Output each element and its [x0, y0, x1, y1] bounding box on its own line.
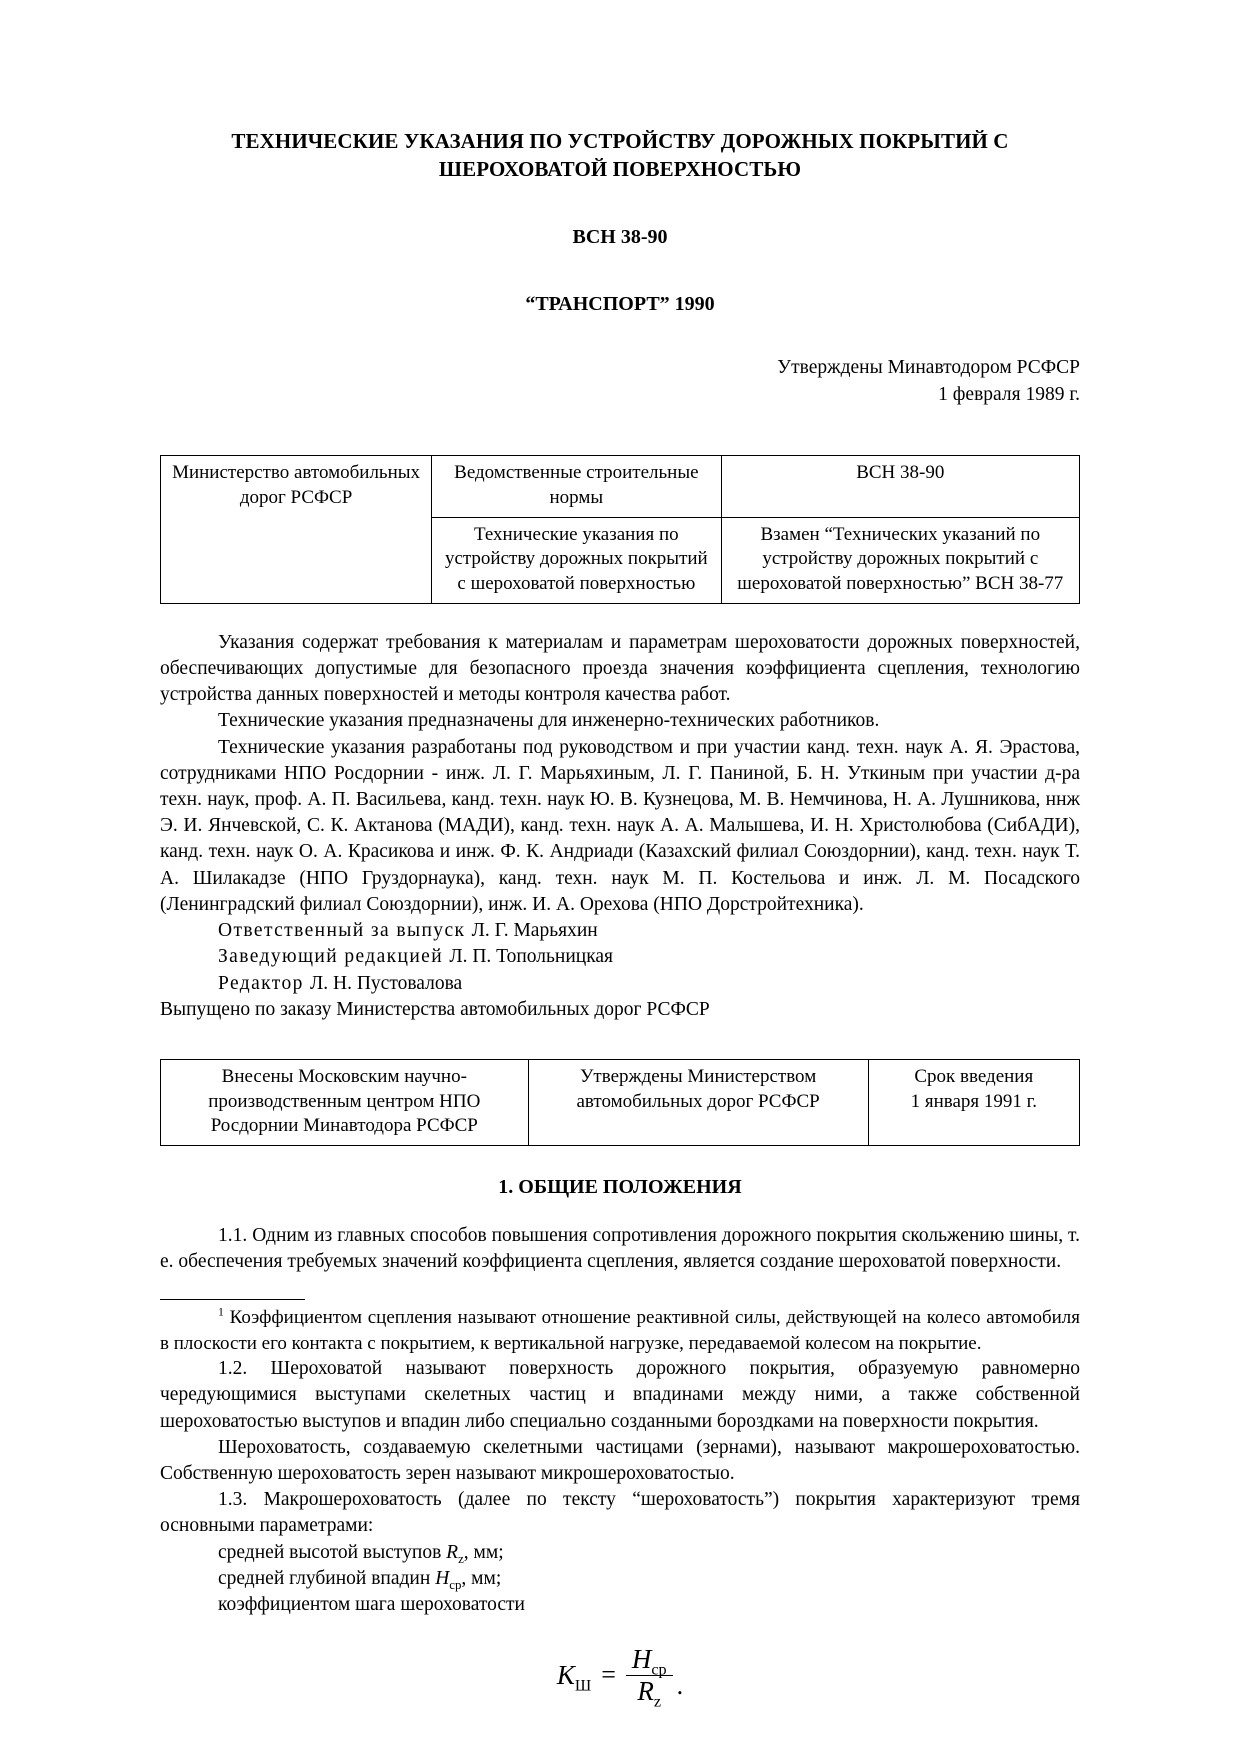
- editor-chief-label: Заведующий редакцией: [218, 946, 444, 968]
- footnote-1: [160, 1305, 1080, 1356]
- intro-paragraph-3: Технические указания разработаны под руководством и при участии канд. техн. наук А. Я. Эрастова, сотрудниками НПО Росдорнии - инж. Л. Г. Марьяхиным, Л. Г. Паниной, Б. Н. Уткиным при участии д-ра техн. наук, проф. А. П. Васильева, канд. техн. наук Ю. В. Кузнецова, М. В. Немчинова, Н. А. Лушникова, ннж Э. И. Янчевской, С. К. Актанова (МАДИ), канд. техн. наук А. А. Малышева, И. Н. Христолюбова (СибАДИ), канд. техн. наук О. А. Красикова и инж. Ф. К. Андриади (Казахский филиал Союздорнии), канд. техн. наук Т. А. Шилакадзе (НПО Груздорнаука), канд. техн. наук М. П. Костельова и инж. Л. М. Посадского (Ленинградский филиал Союздорнии), инж. И. А. Орехова (НПО Дорстройтехника).: [160, 736, 1080, 915]
- formula-fraction: [626, 1644, 673, 1710]
- parameter-2-symbol: H: [435, 1567, 450, 1589]
- formula-denominator-subscript: z: [653, 1691, 662, 1710]
- responsible-label: Ответственный за выпуск: [218, 920, 466, 942]
- effective-label: Срок введения: [914, 1065, 1034, 1087]
- cell-approved-by: Утверждены Министерством автомобильных дорог РСФСР: [528, 1059, 868, 1145]
- cell-effective: [868, 1059, 1079, 1145]
- approval-block: [160, 355, 1080, 409]
- formula-equals: =: [601, 1659, 616, 1689]
- header-table: [160, 455, 1080, 603]
- responsible-line: [160, 918, 1080, 944]
- parameter-1-symbol: R: [446, 1541, 459, 1563]
- effective-date: 1 января 1991 г.: [910, 1090, 1038, 1112]
- paragraph-1-2b: Шероховатость, создаваемую скелетными частицами (зернами), называют макрошероховатостью. Собственную шероховатость зерен называют микрошероховатостыо.: [160, 1436, 1080, 1485]
- formula-denominator-symbol: R: [637, 1675, 654, 1706]
- parameter-item-3: коэффициентом шага шероховатости: [218, 1594, 525, 1616]
- section-heading-1: 1. ОБЩИЕ ПОЛОЖЕНИЯ: [498, 1176, 742, 1199]
- formula-trailing-period: .: [676, 1671, 684, 1700]
- editor-label: Редактор: [218, 972, 304, 994]
- parameter-1-text: средней высотой выступов: [218, 1541, 447, 1563]
- cell-replaces: Взамен “Технических указаний по устройству дорожных покрытий с шероховатой поверхностью” ВСН 38-77: [721, 517, 1079, 603]
- formula-lhs: [557, 1657, 591, 1693]
- cell-submitted-by: Внесены Московским научно-производственным центром НПО Росдорнии Минавтодора РСФСР: [161, 1059, 529, 1145]
- paragraph-1-1: 1.1. Одним из главных способов повышения сопротивления дорожного покрытия скольжению шины, т. е. обеспечения требуемых значений коэффициента сцепления, является создание шероховатой поверхности.: [160, 1224, 1080, 1273]
- intro-paragraph-2: Технические указания предназначены для инженерно-технических работников.: [218, 710, 880, 732]
- approval-table-wrapper: [160, 1059, 1080, 1146]
- parameter-1-subscript: z: [458, 1551, 464, 1566]
- cell-code: ВСН 38-90: [721, 456, 1079, 517]
- approval-table: [160, 1059, 1080, 1146]
- paragraph-1-2: 1.2. Шероховатой называют поверхность дорожного покрытия, образуемую равномерно чередующимися выступами скелетных частиц и впадинами между ними, а также собственной шероховатостью выступов и впадин либо специально созданными бороздками на поверхности покрытия.: [160, 1358, 1080, 1432]
- document-code: ВСН 38-90: [572, 225, 668, 248]
- parameter-1-unit: , мм;: [463, 1541, 504, 1563]
- formula-numerator: [626, 1644, 673, 1679]
- cell-ministry: Министерство автомобильных дорог РСФСР: [161, 456, 432, 603]
- parameter-item-2: [160, 1566, 1080, 1592]
- document-publisher: “ТРАНСПОРТ” 1990: [525, 292, 715, 315]
- header-table-wrapper: [160, 455, 1080, 603]
- footnote-separator: [160, 1299, 305, 1300]
- approval-authority: Утверждены Минавтодором РСФСР: [777, 357, 1080, 379]
- formula-lhs-symbol: K: [556, 1660, 575, 1690]
- formula-numerator-subscript: ср: [651, 1660, 667, 1679]
- table-row: [161, 1059, 1080, 1145]
- issued-by-line: Выпущено по заказу Министерства автомобильных дорог РСФСР: [160, 998, 710, 1020]
- footnote-area: [160, 1299, 1080, 1356]
- formula-numerator-symbol: H: [631, 1644, 652, 1675]
- formula-lhs-subscript: Ш: [574, 1676, 592, 1695]
- parameter-item-1: [160, 1540, 1080, 1566]
- page-title: [160, 128, 1080, 184]
- parameter-2-subscript: ср: [449, 1577, 462, 1592]
- footnote-marker: 1: [218, 1305, 224, 1319]
- editor-chief-line: [160, 944, 1080, 970]
- responsible-name: Л. Г. Марьяхин: [471, 920, 598, 942]
- document-title-line-2: ШЕРОХОВАТОЙ ПОВЕРХНОСТЬЮ: [438, 156, 802, 181]
- approval-date: 1 февраля 1989 г.: [938, 384, 1080, 406]
- table-row: [161, 456, 1080, 517]
- intro-paragraph-1: Указания содержат требования к материалам и параметрам шероховатости дорожных поверхностей, обеспечивающих допустимые для безопасного проезда значения коэффициента сцепления, технологию устройства данных поверхностей и методы контроля качества работ.: [160, 631, 1080, 706]
- formula-denominator: [631, 1675, 667, 1710]
- formula-roughness-step-coefficient: [160, 1644, 1080, 1710]
- cell-norms: Ведомственные строительные нормы: [432, 456, 721, 517]
- document-title-line-1: ТЕХНИЧЕСКИЕ УКАЗАНИЯ ПО УСТРОЙСТВУ ДОРОЖНЫХ ПОКРЫТИЙ С: [231, 129, 1009, 153]
- editor-line: [160, 971, 1080, 997]
- editor-chief-name: Л. П. Топольницкая: [449, 946, 614, 968]
- parameter-2-unit: , мм;: [461, 1567, 502, 1589]
- footnote-text: Коэффициентом сцепления называют отношение реактивной силы, действующей на колесо автомобиля в плоскости его контакта с покрытием, к вертикальной нагрузке, передаваемой колесом на покрытие.: [160, 1307, 1081, 1354]
- cell-title: Технические указания по устройству дорожных покрытий с шероховатой поверхностью: [432, 517, 721, 603]
- editor-name: Л. Н. Пустовалова: [310, 972, 463, 994]
- parameter-2-text: средней глубиной впадин: [218, 1567, 436, 1589]
- paragraph-1-3: 1.3. Макрошероховатость (далее по тексту “шероховатость”) покрытия характеризуют тремя основными параметрами:: [160, 1489, 1080, 1537]
